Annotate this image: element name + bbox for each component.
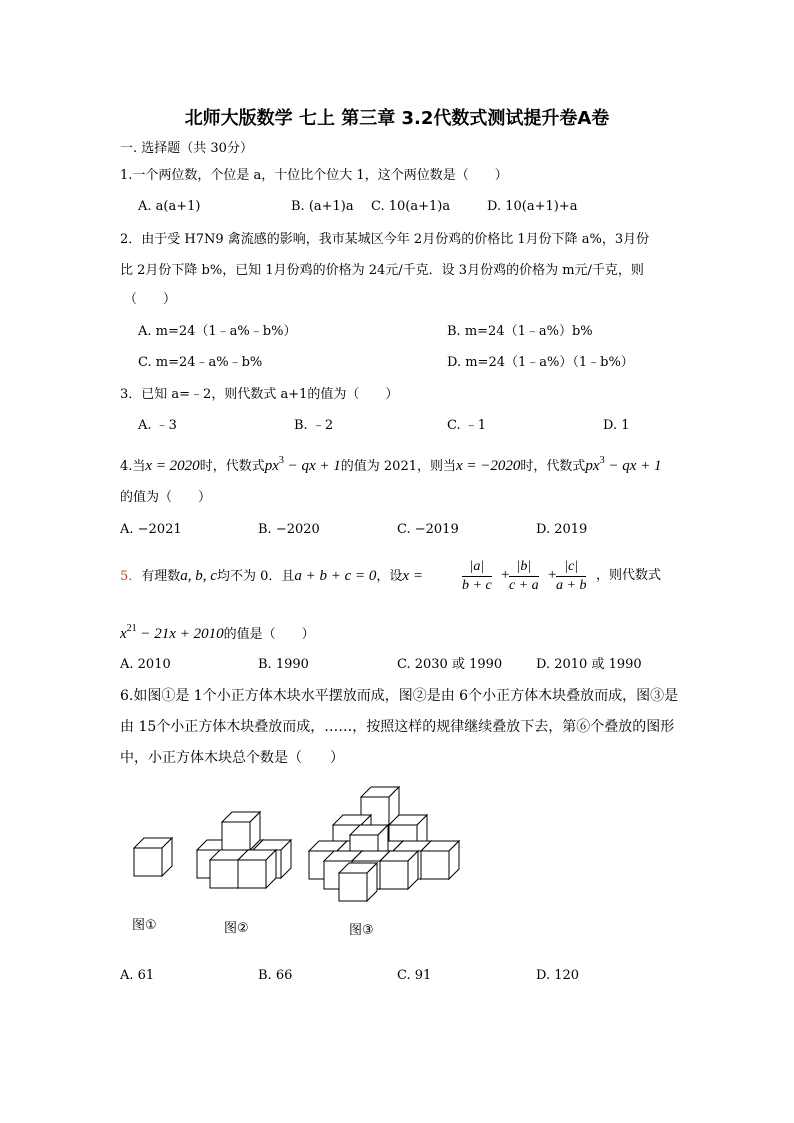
caption-figure-3: 图③ [349, 923, 374, 938]
q4-exp-2: 3 [599, 455, 605, 466]
q3-option-c: C. ﹣1 [447, 418, 487, 433]
cube-face [380, 861, 408, 889]
q5-vars: a, b, c [180, 568, 217, 584]
caption-figure-2: 图② [224, 921, 249, 936]
section-heading: 一. 选择题（共 30分） [120, 141, 253, 156]
q5-rest: − 21x + 2010 [136, 626, 224, 642]
q3-stem: 3．已知 a=﹣2，则代数式 a+1的值为（ ） [120, 387, 399, 402]
q4-text-4: 时，代数式 [520, 459, 586, 474]
q1-option-b: B. (a+1)a [291, 199, 354, 214]
q4-text-2: 时，代数式 [199, 459, 265, 474]
cube-face [210, 860, 238, 888]
q1-option-c: C. 10(a+1)a [371, 199, 451, 214]
q5-frac2-den: c + a [509, 578, 539, 593]
q5-eq: a + b + c = 0 [294, 568, 377, 584]
q5-text-4: ，则代数式 [596, 568, 662, 583]
q5-frac3-num: |c| [556, 558, 586, 577]
q4-math-x2: x = −2020 [456, 458, 521, 474]
q4-option-d: D. 2019 [536, 522, 588, 537]
q5-option-b: B. 1990 [258, 657, 309, 672]
q5-frac1-den: b + c [462, 578, 492, 593]
q2-option-d: D. m=24（1﹣a%）（1﹣b%） [447, 355, 634, 370]
q6-option-b: B. 66 [258, 968, 293, 983]
q3-option-a: A. ﹣3 [138, 418, 177, 433]
q1-option-d: D. 10(a+1)+a [487, 199, 578, 214]
q5-text-2: 均不为 0．且 [216, 569, 295, 584]
q6-line3: 中，小正方体木块总个数是（ ） [120, 750, 344, 766]
cube-face [222, 822, 250, 850]
q4-option-a: A. −2021 [120, 522, 182, 537]
q4-px: px [264, 458, 279, 474]
q4-px-2: px [585, 458, 600, 474]
q4-text-1: 4.当 [120, 459, 146, 474]
q4-rest-2: − qx + 1 [604, 458, 662, 474]
q1-stem: 1.一个两位数，个位是 a，十位比个位大 1，这个两位数是（ ） [120, 168, 508, 183]
q5-plus-2: + [548, 567, 557, 583]
q4-option-c: C. −2019 [397, 522, 459, 537]
figure-1-cubes [134, 838, 172, 876]
page-title: 北师大版数学 七上 第三章 3.2代数式测试提升卷A卷 [184, 108, 610, 129]
q5-number: 5． [120, 569, 142, 584]
cube-face [339, 873, 367, 901]
caption-figure-1: 图① [132, 918, 157, 933]
q5-text-1: 有理数 [141, 569, 181, 584]
q3-option-d: D. 1 [603, 418, 630, 433]
cube-face [421, 851, 449, 879]
q2-option-a: A. m=24（1﹣a%﹣b%） [138, 324, 297, 339]
q5-text-3: ，设 [376, 569, 403, 584]
q4-exp: 3 [278, 455, 284, 466]
cube-face [134, 848, 162, 876]
figure-3-cubes [309, 787, 459, 901]
q5-option-c: C. 2030 或 1990 [397, 657, 503, 672]
q5-option-a: A. 2010 [120, 657, 171, 672]
cube-face [238, 860, 266, 888]
q6-line2: 由 15个小正方体木块叠放而成，……，按照这样的规律继续叠放下去，第⑥个叠放的图形 [120, 719, 675, 735]
q5-x: x [120, 626, 127, 642]
q6-line1: 6.如图①是 1个小正方体木块水平摆放而成，图②是由 6个小正方体木块叠放而成，图③是 [120, 688, 679, 704]
q5-text-5: 的值是（ ） [223, 627, 315, 642]
q5-x-eq: x = [402, 568, 423, 584]
q2-line1: 2．由于受 H7N9 禽流感的影响，我市某城区今年 2月份鸡的价格比 1月份下降 a%，3月份 [120, 232, 650, 247]
q5-plus-1: + [501, 567, 510, 583]
q2-line3: （ ） [124, 292, 177, 307]
q4-rest: − qx + 1 [283, 458, 341, 474]
q2-option-b: B. m=24（1﹣a%）b% [447, 324, 593, 339]
q5-frac1-num: |a| [462, 558, 492, 577]
q5-option-d: D. 2010 或 1990 [536, 657, 642, 672]
q5-frac2-num: |b| [509, 558, 539, 577]
q2-option-c: C. m=24﹣a%﹣b% [138, 355, 263, 370]
figure-2-cubes [197, 812, 291, 888]
q4-option-b: B. −2020 [258, 522, 320, 537]
q6-option-d: D. 120 [536, 968, 580, 983]
q3-option-b: B. ﹣2 [294, 418, 334, 433]
q1-option-a: A. a(a+1) [138, 199, 201, 214]
q4-math-x1: x = 2020 [145, 458, 200, 474]
q5-exp: 21 [126, 623, 137, 634]
q6-option-a: A. 61 [120, 968, 155, 983]
q4-line2: 的值为（ ） [120, 490, 212, 505]
q2-line2: 比 2月份下降 b%，已知 1月份鸡的价格为 24元/千克．设 3月份鸡的价格为 m元/千克，则 [120, 263, 644, 278]
q4-text-3: 的值为 2021，则当 [340, 459, 456, 474]
q6-option-c: C. 91 [397, 968, 432, 983]
q5-frac3-den: a + b [556, 578, 587, 593]
